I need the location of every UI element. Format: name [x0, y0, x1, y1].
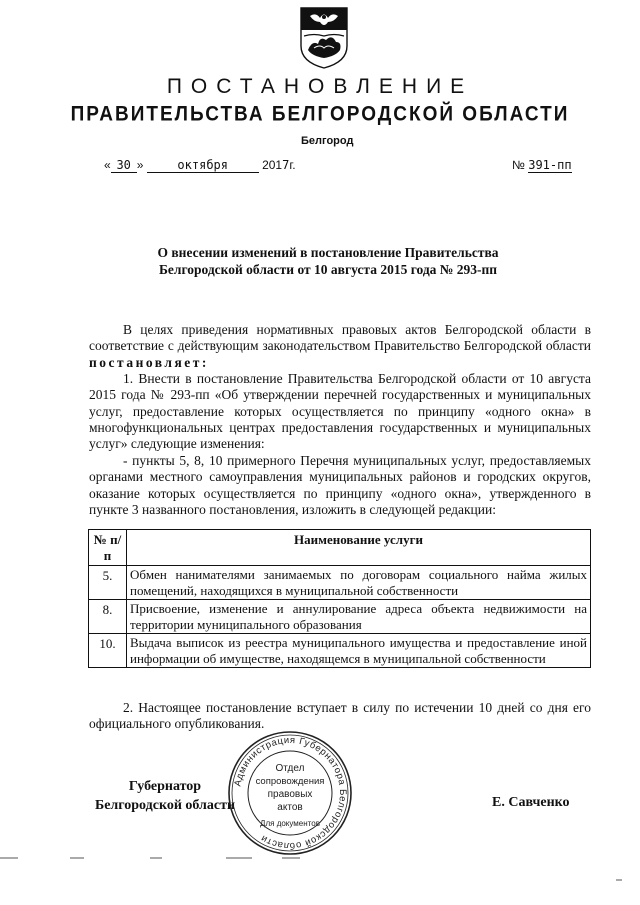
signatory-title-line-1: Губернатор	[128, 779, 202, 794]
issuing-authority-title: ПРАВИТЕЛЬСТВА БЕЛГОРОДСКОЙ ОБЛАСТИ	[70, 102, 570, 126]
item-1-sub-paragraph: - пункты 5, 8, 10 примерного Перечня муниципальных услуг, предоставляемых органами местного самоуправления муниципальных районов и городских округов, оказание которых осуществляется по принципу «одного окна», утвержденного в пункте 3 названного постановления, изложить в следующей редакции:	[89, 453, 591, 517]
official-stamp	[226, 729, 354, 857]
scan-artifacts	[0, 840, 640, 900]
date-close-quote: »	[136, 158, 144, 172]
intro-text: В целях приведения нормативных правовых актов Белгородской области в соответствие с действующим законодательством Правительство Белгородской области	[89, 322, 591, 354]
stamp-line-3: правовых	[267, 789, 313, 800]
subject-line-2: Белгородской области от 10 августа 2015 года № 293-пп	[158, 262, 498, 277]
number-label: №	[512, 158, 525, 172]
row-service-name: Обмен нанимателями занимаемых по договорам социального найма жилых помещений, находящихся в муниципальной собственности	[127, 566, 591, 600]
row-number: 5.	[89, 566, 127, 600]
signatory-name: Е. Савченко	[492, 795, 570, 810]
intro-paragraph	[89, 322, 591, 371]
row-service-name: Выдача выписок из реестра муниципального имущества и предоставление иной информации об имуществе, находящемся в муниципальной собственности	[127, 634, 591, 668]
subject-line-1: О внесении изменений в постановление Правительства	[157, 245, 499, 260]
table-row	[89, 600, 591, 634]
city-label: Белгород	[301, 135, 354, 147]
column-number-header: № п/п	[89, 530, 127, 566]
row-number: 8.	[89, 600, 127, 634]
date-year-suffix: 7	[282, 158, 290, 172]
signatory-title-line-2: Белгородской области	[94, 798, 236, 813]
table-header-row	[89, 530, 591, 566]
date-day: 30	[111, 159, 137, 173]
document-date	[104, 158, 296, 173]
date-open-quote: «	[104, 158, 111, 172]
services-table	[88, 529, 591, 668]
stamp-bottom-text: Для документов	[260, 819, 320, 828]
document-type-title: ПОСТАНОВЛЕНИЕ	[166, 75, 474, 98]
document-number	[512, 158, 572, 173]
table-row	[89, 566, 591, 600]
row-service-name: Присвоение, изменение и аннулирование адреса объекта недвижимости на территории муниципального образования	[127, 600, 591, 634]
item-2-paragraph: 2. Настоящее постановление вступает в силу по истечении 10 дней со дня его официального опубликования.	[89, 700, 591, 732]
date-year-prefix: 201	[262, 158, 283, 172]
column-name-header: Наименование услуги	[127, 530, 591, 566]
stamp-line-4: актов	[277, 802, 303, 813]
document-subject	[120, 244, 536, 278]
stamp-line-2: сопровождения	[255, 776, 325, 787]
date-month: октября	[147, 159, 259, 173]
stamp-line-1: Отдел	[275, 763, 305, 774]
decree-word: постановляет:	[89, 354, 209, 370]
date-year-unit: г.	[289, 158, 296, 172]
signatory-title	[90, 777, 240, 815]
number-value: 391-пп	[528, 158, 572, 172]
table-row	[89, 634, 591, 668]
coat-of-arms-icon	[298, 6, 350, 70]
row-number: 10.	[89, 634, 127, 668]
item-1-paragraph: 1. Внести в постановление Правительства Белгородской области от 10 августа 2015 года № 293-пп «Об утверждении перечней государственных и муниципальных услуг, предоставление которых осуществляется по принципу «одного окна» в многофункциональных центрах предоставления государственных и муниципальных услуг» следующие изменения:	[89, 371, 591, 452]
stamp-ring-text: Администрация Губернатора Белгородской области	[232, 734, 349, 852]
